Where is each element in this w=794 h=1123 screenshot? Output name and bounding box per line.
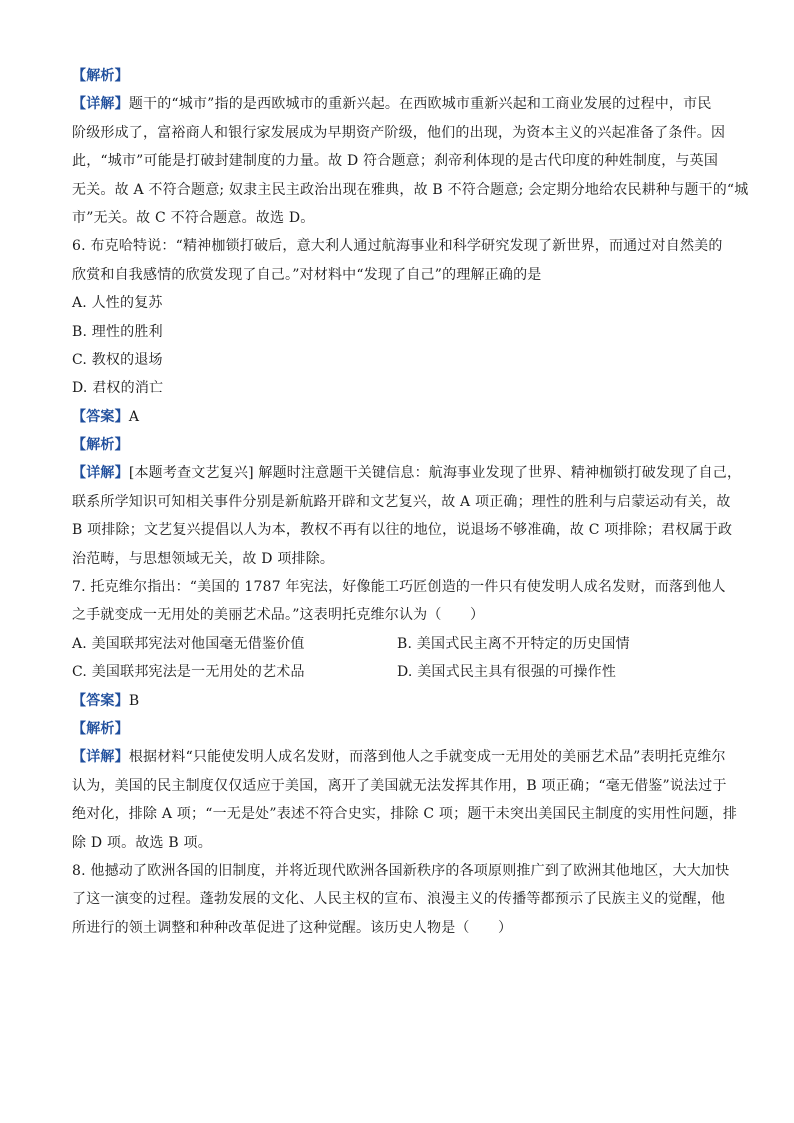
q7-option-d: D. 美国式民主具有很强的可操作性 [397,664,617,681]
q6-detail-line: 治范畴，与思想领域无关，故 D 项排除。 [72,550,335,567]
q6-detail-line: 联系所学知识可知相关事件分别是新航路开辟和文艺复兴，故 A 项正确；理性的胜利与启蒙运动有关，故 [72,493,731,510]
q7-stem: 之手就变成一无用处的美丽艺术品。”这表明托克维尔认为（ ） [72,607,485,624]
q7-detail-line [72,743,732,771]
q5-detail-line: 无关。故 A 不符合题意; 奴隶主民主政治出现在雅典，故 B 不符合题意; 会定期分地给农民耕种与题干的“城 [72,181,749,198]
q5-analysis-header [72,62,732,90]
answer-value: A [128,408,140,425]
q5-detail-line: 此，“城市”可能是打破封建制度的力量。故 D 符合题意；刹帝利体现的是古代印度的种姓制度，与英国 [72,153,719,170]
q5-detail-line: 市”无关。故 C 不符合题意。故选 D。 [72,209,315,226]
q6-option-a: A. 人性的复苏 [72,295,163,312]
q6-option-c: C. 教权的退场 [72,351,163,368]
answer-label: 【答案】 [72,692,129,709]
analysis-label: 【解析】 [72,437,129,454]
q8-stem: 了这一演变的过程。蓬勃发展的文化、人民主权的宣布、浪漫主义的传播等都预示了民族主义的觉醒，他 [72,891,726,908]
analysis-label: 【解析】 [72,68,129,84]
q6-detail-line [72,459,742,487]
q8-stem: 8. 他撼动了欧洲各国的旧制度，并将近现代欧洲各国新秩序的各项原则推广到了欧洲其他地区，大大加快 [72,862,730,879]
analysis-label: 【解析】 [72,720,129,737]
q5-detail-line [72,90,732,118]
q7-detail-line: 绝对化，排除 A 项；“一无是处”表述不符合史实，排除 C 项；题干未突出美国民主制度的实用性问题，排 [72,806,738,823]
q7-detail-text: 根据材料“只能使发明人成名发财，而落到他人之手就变成一无用处的美丽艺术品”表明托克维尔 [128,749,726,766]
q7-options-row [72,658,732,686]
detail-label: 【详解】 [72,749,129,766]
q6-analysis-header [72,431,732,459]
q7-detail-line: 除 D 项。故选 B 项。 [72,834,212,851]
q6-detail-text: [本题考查文艺复兴] 解题时注意题干关键信息：航海事业发现了世界、精神枷锁打破发现了自己， [128,465,742,482]
q7-option-b: B. 美国式民主离不开特定的历史国情 [397,635,630,652]
answer-value: B [128,692,140,709]
q6-stem: 6. 布克哈特说：“精神枷锁打破后，意大利人通过航海事业和科学研究发现了新世界，而通过对自然美的 [72,238,723,255]
q7-stem: 7. 托克维尔指出：“美国的 1787 年宪法，好像能工巧匠创造的一件只有使发明人成名发财，而落到他人 [72,579,726,596]
detail-label: 【详解】 [72,96,129,113]
detail-label: 【详解】 [72,465,129,482]
q7-option-c: C. 美国联邦宪法是一无用处的艺术品 [72,664,305,681]
exam-page [72,62,749,942]
q7-analysis-header [72,715,732,743]
q6-stem: 欣赏和自我感情的欣赏发现了自己。”对材料中“发现了自己”的理解正确的是 [72,266,542,283]
q7-options-row [72,630,732,658]
q6-option-d: D. 君权的消亡 [72,380,164,397]
q6-detail-line: B 项排除；文艺复兴提倡以人为本，教权不再有以往的地位，说退场不够准确，故 C 项排除；君权属于政 [72,522,733,539]
q8-stem: 所进行的领土调整和种种改革促进了这种觉醒。该历史人物是（ ） [72,919,513,936]
q5-detail-line: 阶级形成了，富裕商人和银行家发展成为早期资产阶级，他们的出现，为资本主义的兴起准备了条件。因 [72,124,726,141]
q7-option-a: A. 美国联邦宪法对他国毫无借鉴价值 [72,635,305,652]
answer-label: 【答案】 [72,408,129,425]
q7-detail-line: 认为，美国的民主制度仅仅适应于美国，离开了美国就无法发挥其作用，B 项正确；“毫无借鉴”说法过于 [72,777,727,794]
q6-answer [72,403,732,431]
q7-answer [72,687,732,715]
q6-option-b: B. 理性的胜利 [72,323,163,340]
q5-detail-text: 题干的“城市”指的是西欧城市的重新兴起。在西欧城市重新兴起和工商业发展的过程中，市民 [128,96,712,113]
